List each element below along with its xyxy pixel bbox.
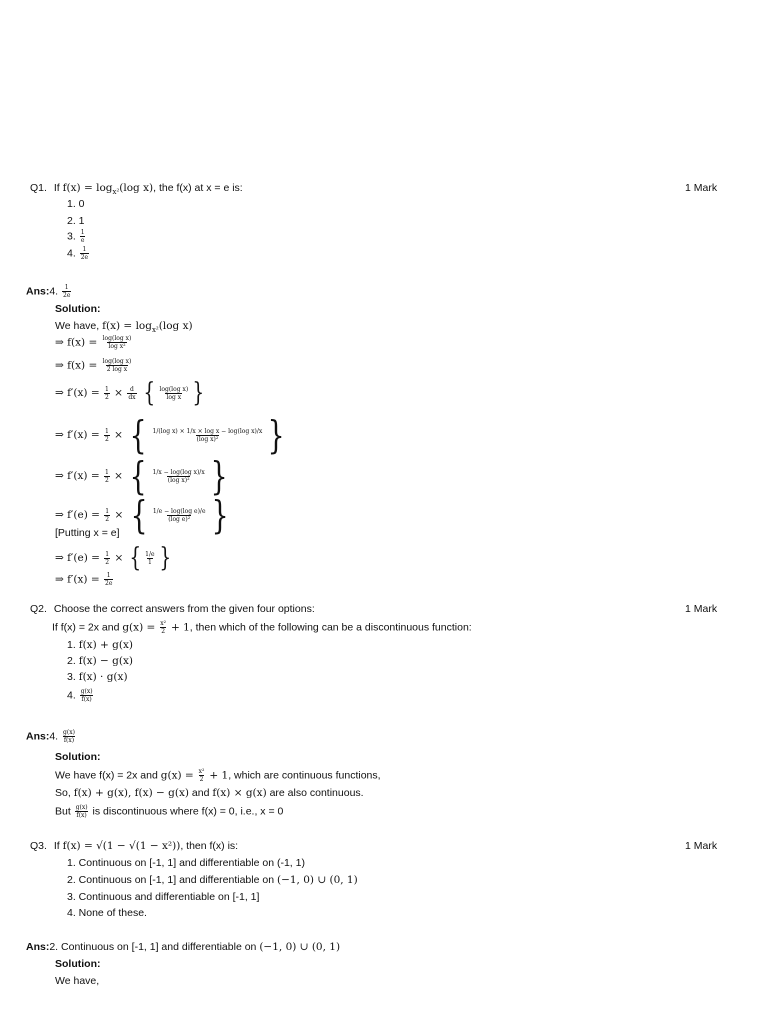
q3-option-1: 1. Continuous on [-1, 1] and differentiable on (-1, 1) [67,857,305,869]
ans2-solution-heading: Solution: [55,751,101,763]
q2-option-3: 3. f(x) · g(x) [67,671,128,683]
q1-question [30,181,243,199]
q1-option-2: 2. 1 [67,215,85,227]
q3-option-3: 3. Continuous and differentiable on [-1, 1] [67,891,260,903]
q1-label: Q1. [30,182,47,194]
ans1-header [26,284,72,299]
ans1-step-4: ⇒ f′(x) = $\frac{1}{2}$ × { $\frac{\text{1/(log x) × 1/x × log x − log(log x)/x}}{\text{(log x)²}}$ } [55,413,285,457]
q2-subtext: If f(x) = 2x and g(x) = $\frac{\text{x²}}{2}$ + 1, then which of the following can be a discontinuous function: [52,620,472,635]
q3-text-post: , then f(x) is: [180,840,239,852]
ans3-text: 2. Continuous on [-1, 1] and differentiable on [49,941,257,953]
ans2-line-2: So, f(x) + g(x), f(x) − g(x) and f(x) × g(x) are also continuous. [55,787,364,799]
ans1-choice: 4. [49,285,59,298]
ans3-we-have: We have, [55,975,100,987]
q1-option-1: 1. 0 [67,198,85,210]
ans1-fraction: $\frac{1}{2e}$ [63,284,71,299]
q2-option-2: 2. f(x) − g(x) [67,655,133,667]
q1-option-3: 3. $\frac{1}{e}$ [67,229,85,244]
q3-option-2: 2. Continuous on [-1, 1] and differentiable on (−1, 0) ∪ (0, 1) [67,874,358,886]
q3-formula: f(x) = √(1 − √(1 − x²)) [62,840,181,852]
q1-formula: $f(x) = \log_{x^2}(\log$ x) [62,182,154,197]
ans2-label: Ans: [26,730,50,743]
q2-option-4: 4. $\frac{g(x)}{f(x)}$ [67,688,93,703]
q2-question [30,602,315,616]
ans1-step-2: ⇒ f(x) = $\frac{\text{log(log x)}}{\text{2 log x}}$ [55,358,132,373]
ans2-line-3: But $\frac{g(x)}{f(x)}$ is discontinuous where f(x) = 0, i.e., x = 0 [55,804,284,819]
q2-text: Choose the correct answers from the given four options: [53,603,315,615]
ans1-solution-heading: Solution: [55,303,101,315]
q3-marks: 1 Mark [685,840,718,852]
ans3-solution-heading: Solution: [55,958,101,970]
ans2-choice: 4. [49,730,59,743]
ans1-putting-note: [Putting x = e] [55,527,120,539]
ans3-math: (−1, 0) ∪ (0, 1) [259,941,341,953]
q3-option-4: 4. None of these. [67,907,147,919]
ans1-step-5: ⇒ f′(x) = $\frac{1}{2}$ × { $\frac{\text{1/x − log(log x)/x}}{\text{(log x)²}}$ } [55,454,228,498]
q3-question [30,839,238,853]
ans1-label: Ans: [26,285,50,298]
q3-label: Q3. [30,840,47,852]
ans2-header [26,729,77,744]
ans1-step-3: ⇒ f′(x) = $\frac{1}{2}$ × $\frac{d}{dx}$ { $\frac{\text{log(log x)}}{\text{log x}}$ } [55,378,205,408]
q1-marks: 1 Mark [685,182,718,194]
ans3-header [26,940,340,954]
ans1-step-6: ⇒ f′(e) = $\frac{1}{2}$ × { $\frac{\text{1/e − log(log e)/e}}{\text{(log e)²}}$ } [55,493,229,537]
q1-option-4: 4. $\frac{1}{2e}$ [67,246,89,261]
q2-option-1: 1. f(x) + g(x) [67,639,133,651]
q3-text-pre: If [53,840,60,852]
q1-text-pre: If [53,182,60,194]
ans2-line-1: We have f(x) = 2x and g(x) = $\frac{\text{x²}}{2}$ + 1, which are continuous functions, [55,768,381,783]
q1-text-post: , the f(x) at x = e is: [153,182,243,194]
q2-label: Q2. [30,603,47,615]
q2-marks: 1 Mark [685,603,718,615]
ans1-step-8: ⇒ f′(x) = $\frac{1}{2e}$ [55,572,113,587]
ans3-label: Ans: [26,941,50,953]
ans1-line-we-have: We have, $f(x) = \log_{x^2}(\log$ x) [55,320,193,335]
ans1-step-7: ⇒ f′(e) = $\frac{1}{2}$ × { $\frac{1/e}{1}$ } [55,543,171,573]
ans1-step-1: ⇒ f(x) = $\frac{\text{log(log x)}}{\text{log x²}}$ [55,335,132,350]
ans2-fraction: $\frac{g(x)}{f(x)}$ [63,729,75,744]
